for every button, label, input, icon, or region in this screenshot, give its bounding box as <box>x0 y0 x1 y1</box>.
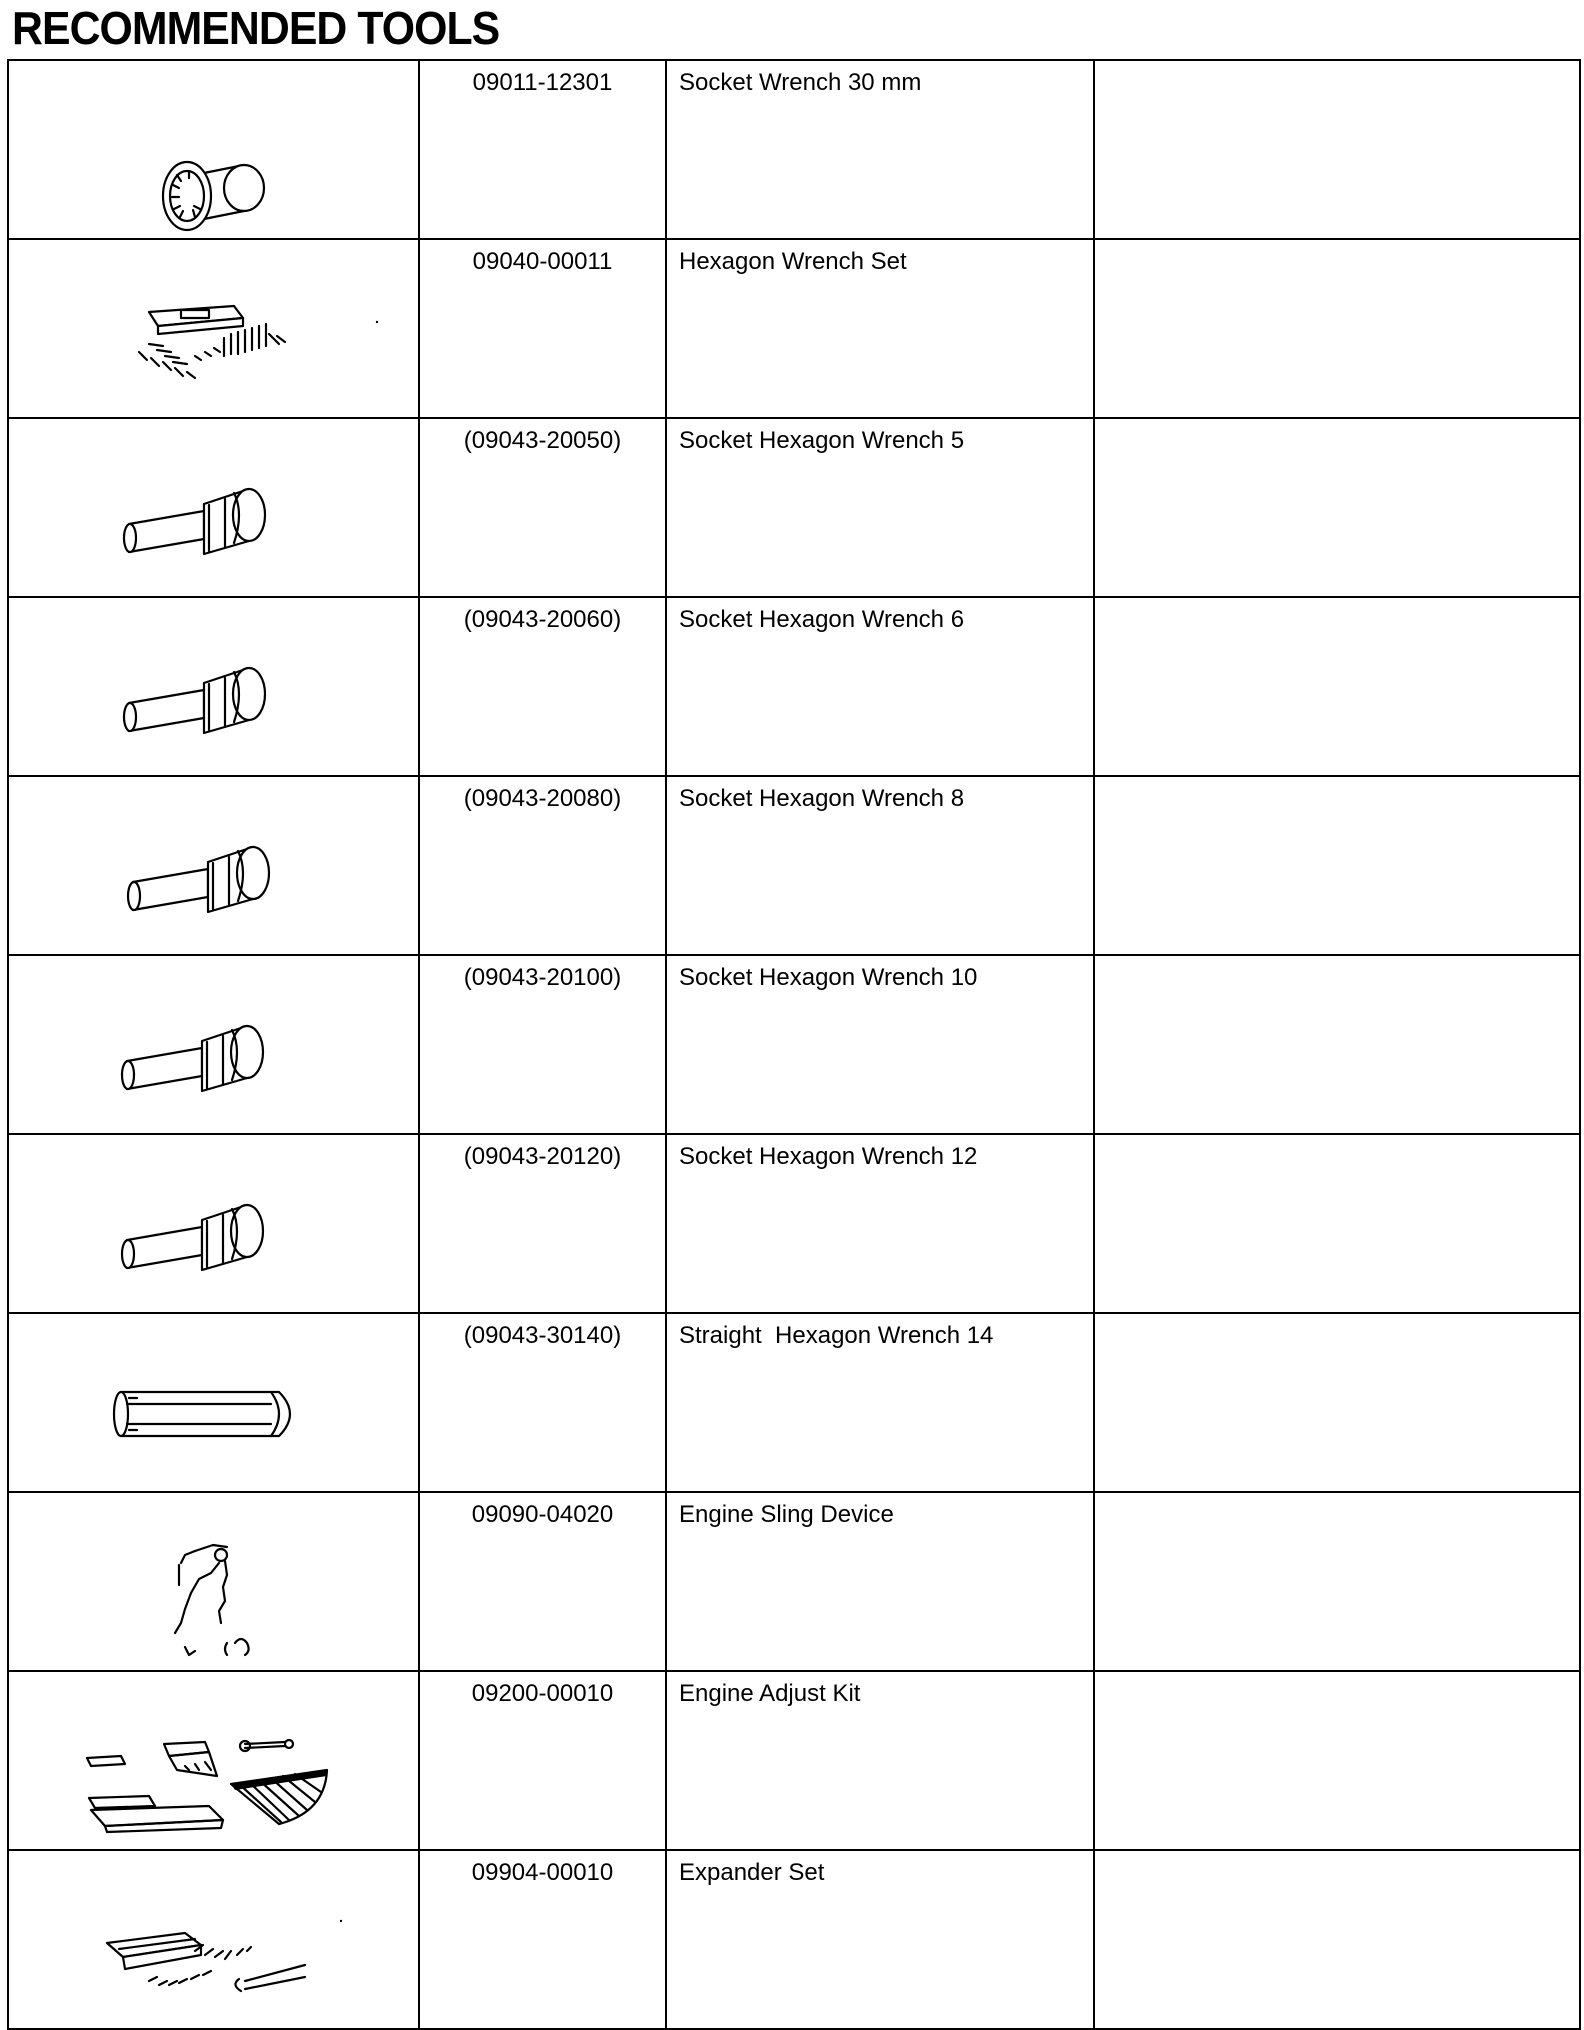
tool-name: Expander Set <box>679 1859 825 1886</box>
tools-table <box>7 59 1581 2030</box>
tool-name: Engine Adjust Kit <box>679 1680 861 1707</box>
table-row <box>8 1492 1580 1671</box>
tool-name: Straight Hexagon Wrench 14 <box>679 1322 994 1349</box>
socket-wrench-icon <box>9 61 418 240</box>
part-number: 09904-00010 <box>471 1859 614 1886</box>
tool-name: Socket Hexagon Wrench 5 <box>679 427 965 454</box>
tool-name: Hexagon Wrench Set <box>679 248 907 275</box>
part-number: (09043-20050) <box>463 427 622 454</box>
part-number: (09043-20120) <box>463 1143 622 1170</box>
tool-name: Socket Hexagon Wrench 12 <box>679 1143 978 1170</box>
part-number: 09040-00011 <box>472 248 613 275</box>
tool-illustration-cell <box>8 239 419 418</box>
tool-name: Socket Hexagon Wrench 6 <box>679 606 965 633</box>
table-row <box>8 1850 1580 2029</box>
table-row <box>8 1671 1580 1850</box>
table-row <box>8 418 1580 597</box>
table-row <box>8 239 1580 418</box>
part-number: (09043-20080) <box>463 785 622 812</box>
tool-illustration-cell <box>8 418 419 597</box>
tool-name: Socket Hexagon Wrench 8 <box>679 785 965 812</box>
socket-hexagon-wrench-icon <box>9 1135 418 1314</box>
engine-adjust-kit-icon <box>9 1672 418 1851</box>
part-number: 09200-00010 <box>471 1680 614 1707</box>
straight-hexagon-wrench-icon <box>9 1314 418 1493</box>
table-row <box>8 955 1580 1134</box>
tool-illustration-cell <box>8 1671 419 1850</box>
page-title: RECOMMENDED TOOLS <box>12 2 500 54</box>
part-number: 09011-12301 <box>472 69 613 96</box>
table-row <box>8 1134 1580 1313</box>
socket-hexagon-wrench-icon <box>9 777 418 956</box>
tool-name: Engine Sling Device <box>679 1501 894 1528</box>
tool-name: Socket Wrench 30 mm <box>679 69 922 96</box>
tool-illustration-cell <box>8 955 419 1134</box>
part-number: 09090-04020 <box>471 1501 614 1528</box>
expander-set-icon <box>9 1851 418 2030</box>
tool-illustration-cell <box>8 1492 419 1671</box>
table-row <box>8 776 1580 955</box>
tool-illustration-cell <box>8 1850 419 2029</box>
hexagon-wrench-set-icon <box>9 240 418 419</box>
socket-hexagon-wrench-icon <box>9 956 418 1135</box>
table-row <box>8 597 1580 776</box>
tool-illustration-cell <box>8 776 419 955</box>
part-number: (09043-30140) <box>463 1322 622 1349</box>
engine-sling-device-icon <box>9 1493 418 1672</box>
part-number: (09043-20060) <box>463 606 622 633</box>
socket-hexagon-wrench-icon <box>9 419 418 598</box>
socket-hexagon-wrench-icon <box>9 598 418 777</box>
tool-illustration-cell <box>8 1134 419 1313</box>
part-number: (09043-20100) <box>463 964 622 991</box>
tool-illustration-cell <box>8 597 419 776</box>
tool-illustration-cell <box>8 60 419 239</box>
tool-illustration-cell <box>8 1313 419 1492</box>
table-row <box>8 1313 1580 1492</box>
tool-name: Socket Hexagon Wrench 10 <box>679 964 978 991</box>
table-row <box>8 60 1580 239</box>
